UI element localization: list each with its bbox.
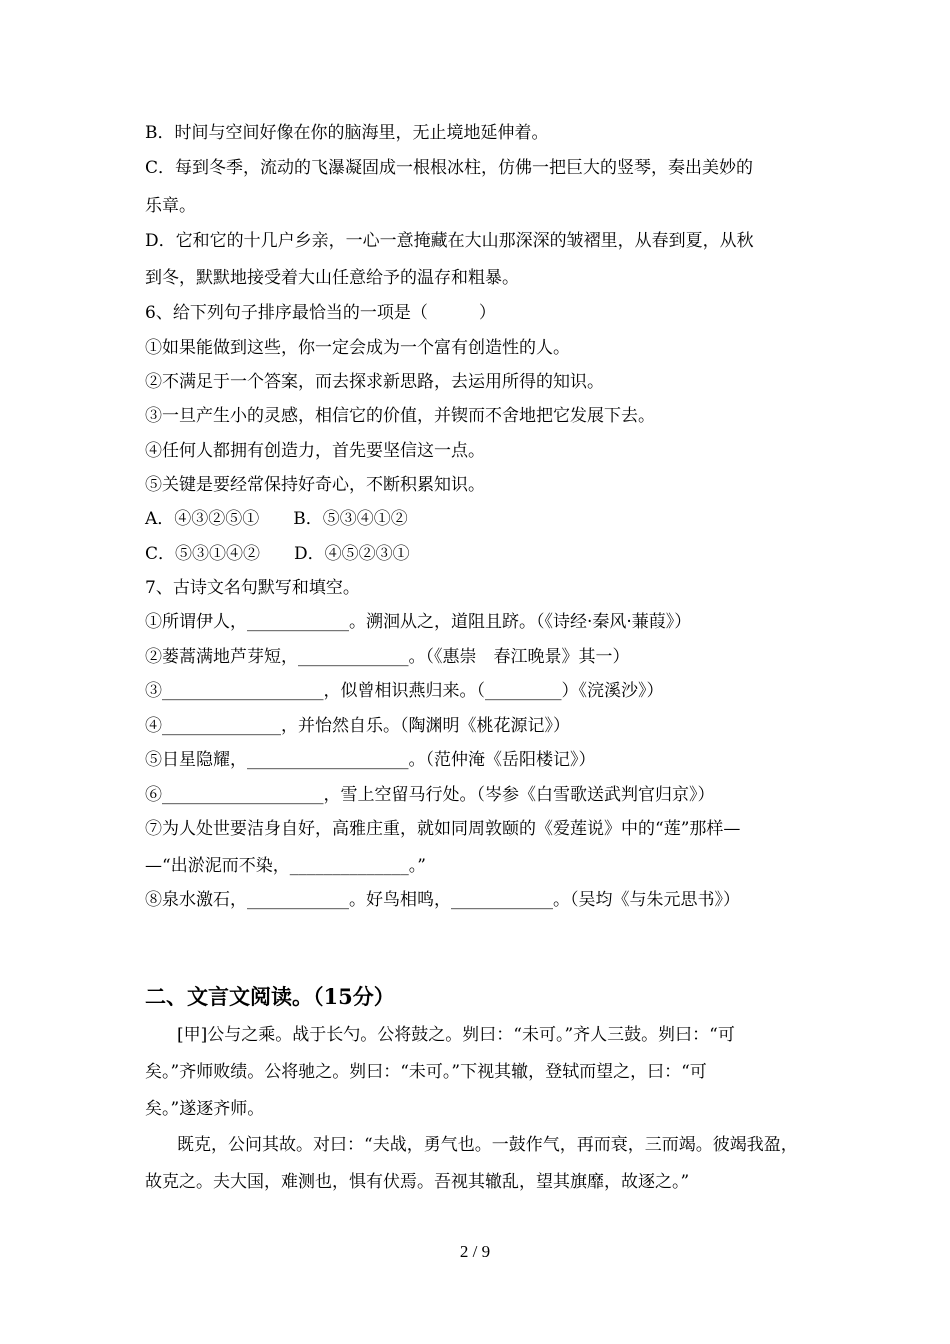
q6-prompt: 6、给下列句子排序最恰当的一项是（ ） — [145, 303, 496, 323]
section-heading: 二、文言文阅读。（15分） — [145, 984, 395, 1009]
q7-item-7-line1: ⑦为人处世要洁身自好，高雅庄重，就如同周敦颐的《爱莲说》中的“莲”那样— — [145, 819, 741, 839]
q7-item-5: ⑤日星隐耀，___________________。（范仲淹《岳阳楼记》） — [145, 750, 596, 770]
q6-options-row2: C．⑤③①④② D．④⑤②③① — [145, 544, 410, 564]
q7-item-2: ②蒌蒿满地芦芽短，_____________。（《惠崇 春江晚景》其一） — [145, 647, 630, 667]
q5-option-c-line2: 乐章。 — [145, 196, 196, 216]
passage-para2-line1: 既克，公问其故。对曰：“夫战，勇气也。一鼓作气，再而衰，三而竭。彼竭我盈， — [177, 1135, 798, 1155]
q6-sentence-2: ②不满足于一个答案，而去探求新思路，去运用所得的知识。 — [145, 372, 604, 392]
passage-para1-line3: 矣。”遂逐齐师。 — [145, 1099, 265, 1119]
passage-para1-line1: [甲]公与之乘。战于长勺。公将鼓之。刿曰：“未可。”齐人三鼓。刿曰：“可 — [177, 1025, 735, 1045]
q6-options-row1: A．④③②⑤① B．⑤③④①② — [145, 509, 408, 529]
q7-item-4: ④______________，并怡然自乐。（陶渊明《桃花源记》） — [145, 716, 570, 736]
q7-item-8: ⑧泉水激石，____________。好鸟相鸣，____________。（吴均《与朱元思书》） — [145, 890, 740, 910]
q5-option-d-line1: D．它和它的十几户乡亲，一心一意掩藏在大山那深深的皱褶里，从春到夏，从秋 — [145, 231, 754, 251]
q6-sentence-4: ④任何人都拥有创造力，首先要坚信这一点。 — [145, 441, 485, 461]
q6-sentence-1: ①如果能做到这些，你一定会成为一个富有创造性的人。 — [145, 338, 570, 358]
q6-sentence-3: ③一旦产生小的灵感，相信它的价值，并锲而不舍地把它发展下去。 — [145, 406, 655, 426]
q7-item-3: ③___________________，似曾相识燕归来。（_________）《浣溪沙》） — [145, 681, 664, 701]
page-number: 2 / 9 — [459, 1242, 491, 1261]
q5-option-c-line1: C．每到冬季，流动的飞瀑凝固成一根根冰柱，仿佛一把巨大的竖琴，奏出美妙的 — [145, 158, 754, 178]
q7-item-1: ①所谓伊人，____________。溯洄从之，道阻且跻。（《诗经·秦风·蒹葭》） — [145, 612, 692, 632]
passage-para1-line2: 矣。”齐师败绩。公将驰之。刿曰：“未可。”下视其辙，登轼而望之，曰：“可 — [145, 1062, 707, 1082]
q5-option-b: B．时间与空间好像在你的脑海里，无止境地延伸着。 — [145, 123, 549, 143]
q7-item-7-line2: —“出淤泥而不染，______________。” — [145, 856, 426, 876]
passage-para2-line2: 故克之。夫大国，难测也，惧有伏焉。吾视其辙乱，望其旗靡，故逐之。” — [145, 1172, 690, 1192]
q7-prompt: 7、古诗文名句默写和填空。 — [145, 578, 360, 598]
q5-option-d-line2: 到冬，默默地接受着大山任意给予的温存和粗暴。 — [145, 268, 519, 288]
q6-sentence-5: ⑤关键是要经常保持好奇心，不断积累知识。 — [145, 475, 485, 495]
q7-item-6: ⑥___________________，雪上空留马行处。（岑参《白雪歌送武判官归京》） — [145, 785, 715, 805]
